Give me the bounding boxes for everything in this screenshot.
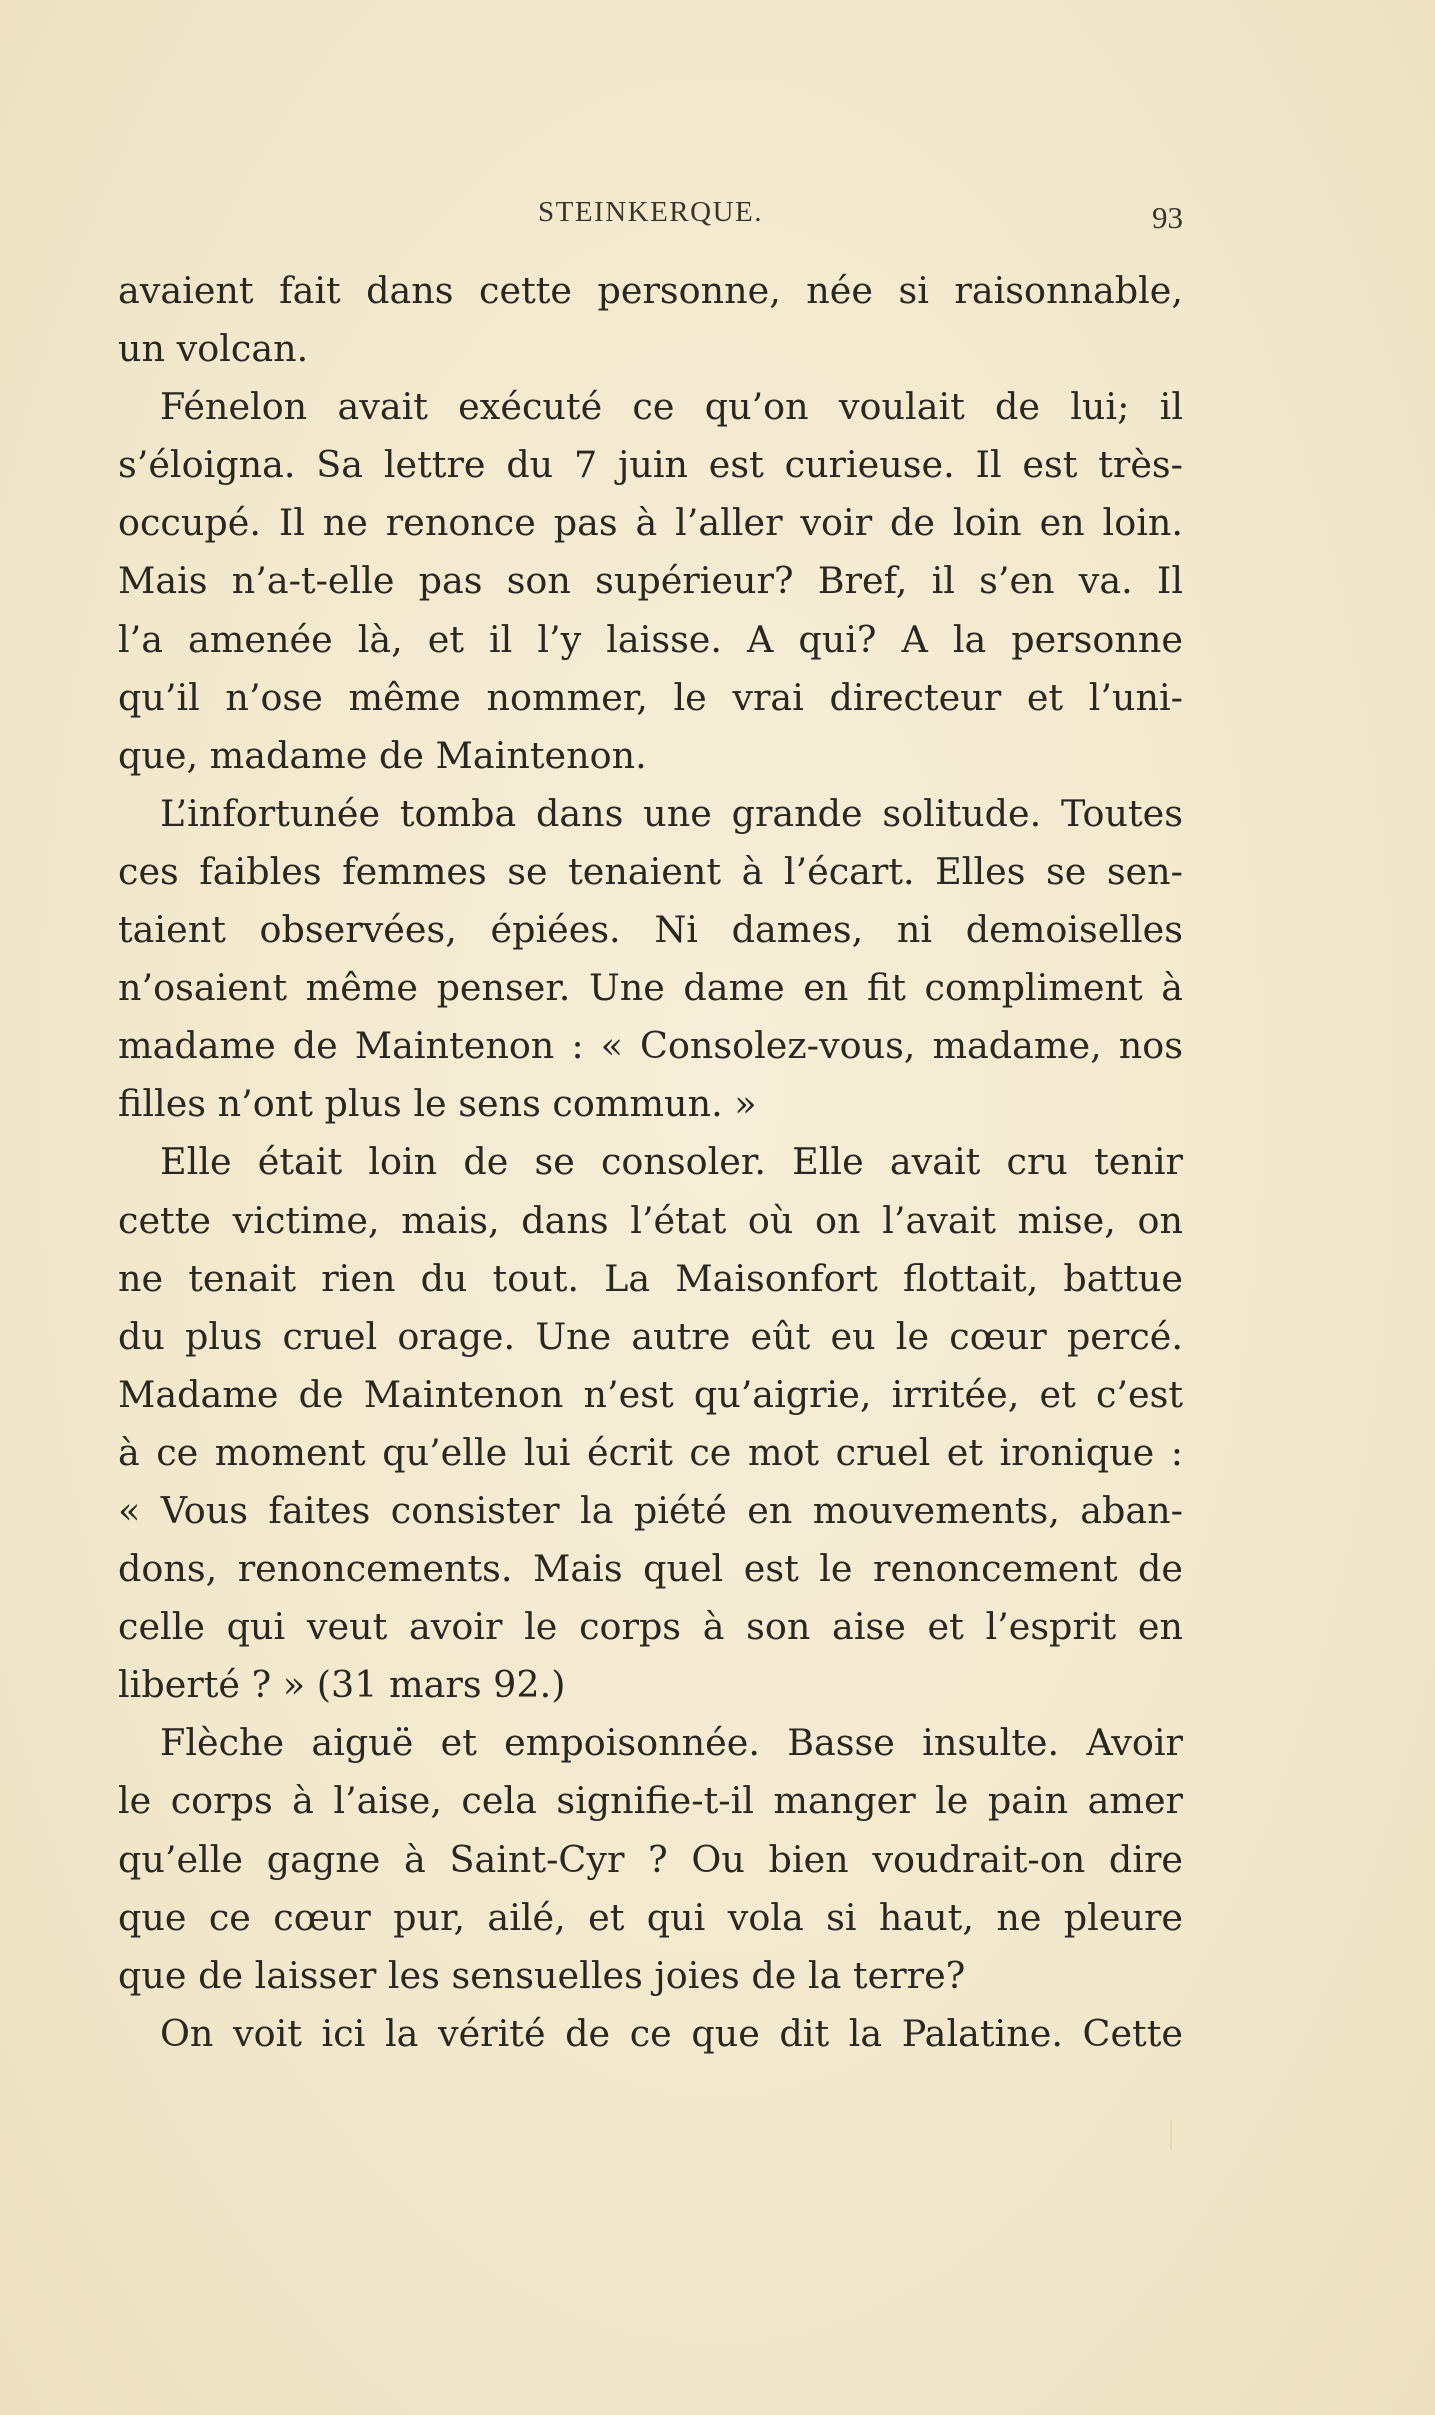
text-line: Fénelon avait exécuté ce qu’on voulait de lui; il <box>160 385 1183 429</box>
text-line: du plus cruel orage. Une autre eût eu le cœur percé. <box>118 1314 1183 1358</box>
text-line: Flèche aiguë et empoisonnée. Basse insulte. Avoir <box>160 1721 1183 1765</box>
text-line: Elle était loin de se consoler. Elle avait cru tenir <box>160 1140 1183 1184</box>
text-line: Mais n’a-t-elle pas son supérieur? Bref, il s’en va. Il <box>118 559 1183 603</box>
text-line: occupé. Il ne renonce pas à l’aller voir de loin en loin. <box>118 501 1183 545</box>
text-line: Madame de Maintenon n’est qu’aigrie, irritée, et c’est <box>118 1372 1183 1416</box>
text-line: dons, renoncements. Mais quel est le renoncement de <box>118 1547 1183 1591</box>
text-line: le corps à l’aise, cela signifie-t-il manger le pain amer <box>118 1779 1183 1823</box>
running-head <box>118 196 1183 236</box>
text-line: l’a amenée là, et il l’y laisse. A qui? A la personne <box>118 617 1183 661</box>
text-line: ces faibles femmes se tenaient à l’écart. Elles se sen- <box>118 849 1183 893</box>
text-line: filles n’ont plus le sens commun. » <box>118 1082 757 1126</box>
text-line: taient observées, épiées. Ni dames, ni demoiselles <box>118 908 1183 952</box>
text-line: « Vous faites consister la piété en mouvements, aban- <box>118 1488 1183 1532</box>
text-line: que ce cœur pur, ailé, et qui vola si haut, ne pleure <box>118 1895 1183 1939</box>
text-line: avaient fait dans cette personne, née si raisonnable, <box>118 269 1183 312</box>
text-line: n’osaient même penser. Une dame en fit compliment à <box>118 966 1183 1010</box>
text-line: cette victime, mais, dans l’état où on l’avait mise, on <box>118 1198 1183 1242</box>
paper-mark <box>1170 2120 1172 2150</box>
text-line: qu’elle gagne à Saint-Cyr ? Ou bien voudrait-on dire <box>118 1837 1183 1881</box>
text-line: qu’il n’ose même nommer, le vrai directeur et l’uni- <box>118 675 1183 719</box>
page-number: 93 <box>1152 200 1183 235</box>
text-line: ne tenait rien du tout. La Maisonfort flottait, battue <box>118 1256 1183 1300</box>
text-line: que, madame de Maintenon. <box>118 733 647 777</box>
text-line: celle qui veut avoir le corps à son aise et l’esprit en <box>118 1605 1183 1649</box>
body-text <box>118 262 1183 2063</box>
text-line: madame de Maintenon : « Consolez-vous, madame, nos <box>118 1024 1183 1068</box>
text-line: liberté ? » (31 mars 92.) <box>118 1663 566 1707</box>
text-line: que de laisser les sensuelles joies de la terre? <box>118 1953 966 1997</box>
text-line: L’infortunée tomba dans une grande solitude. Toutes <box>160 791 1183 835</box>
text-line: à ce moment qu’elle lui écrit ce mot cruel et ironique : <box>118 1430 1183 1474</box>
text-line: un volcan. <box>118 327 309 371</box>
running-title: STEINKERQUE. <box>537 196 763 228</box>
text-line: s’éloigna. Sa lettre du 7 juin est curieuse. Il est très- <box>118 443 1183 487</box>
text-line: On voit ici la vérité de ce que dit la Palatine. Cette <box>160 2011 1183 2055</box>
